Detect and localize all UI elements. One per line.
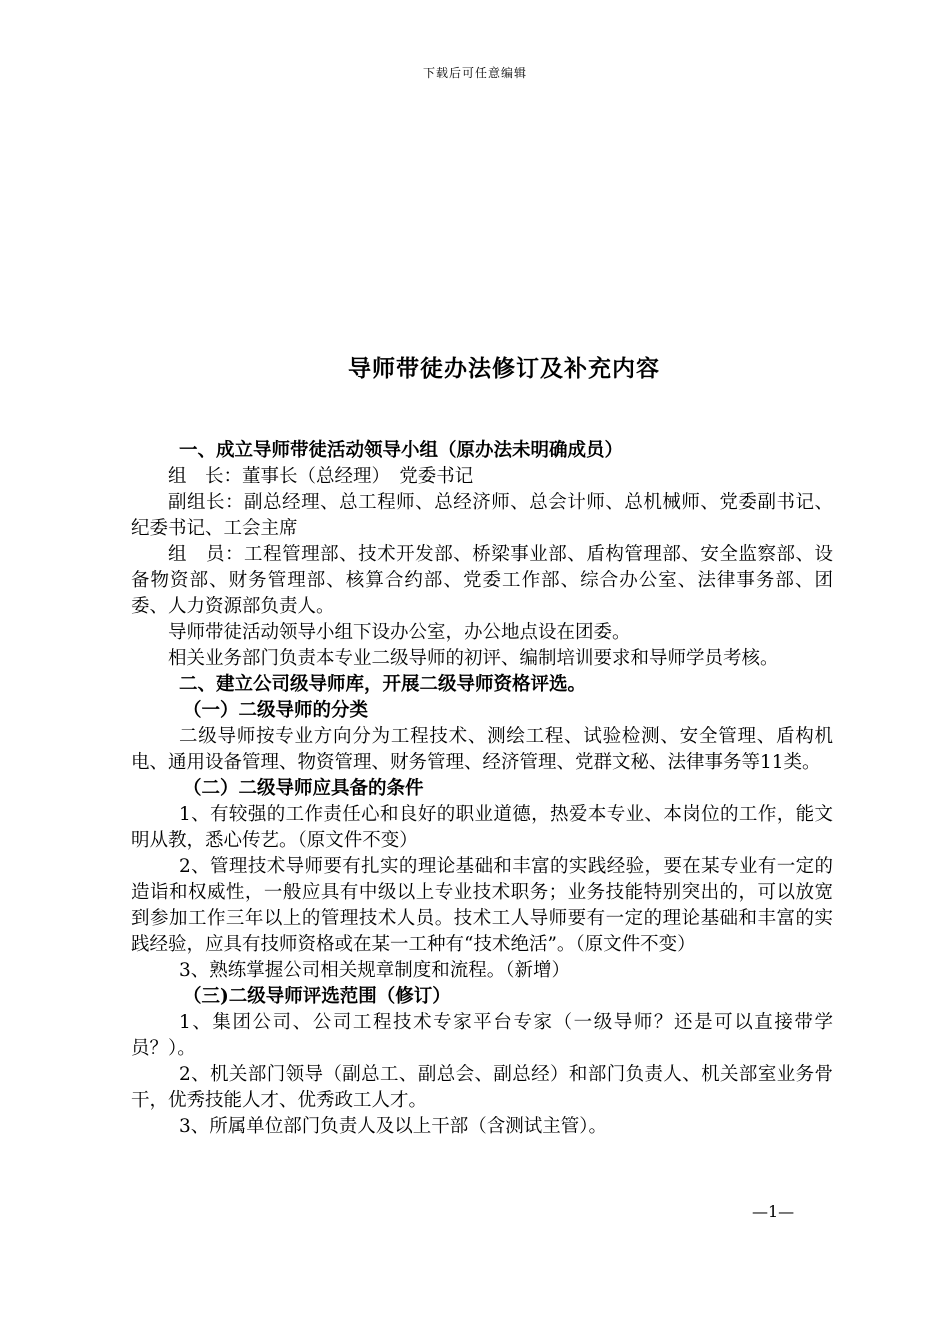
deputy-leader-paragraph: 副组长：副总经理、总工程师、总经济师、总会计师、总机械师、党委副书记、纪委书记、工会主席 bbox=[131, 492, 833, 539]
condition-item-3: 3、熟练掌握公司相关规章制度和流程。（新增） bbox=[179, 960, 571, 981]
classification-paragraph: 二级导师按专业方向分为工程技术、测绘工程、试验检测、安全管理、盾构机电、通用设备管理、物资管理、财务管理、经济管理、党群文秘、法律事务等11类。 bbox=[131, 726, 833, 773]
page-header: 下载后可任意编辑 bbox=[422, 66, 527, 80]
subheading-1: （一）二级导师的分类 bbox=[183, 700, 369, 721]
scope-item-2: 2、机关部门领导（副总工、副总会、副总经）和部门负责人、机关部室业务骨干，优秀技能人才、优秀政工人才。 bbox=[131, 1064, 833, 1111]
page-number: —1— bbox=[752, 1202, 795, 1221]
section-heading-2: 二、建立公司级导师库，开展二级导师资格评选。 bbox=[179, 674, 587, 695]
subheading-3: （三)二级导师评选范围（修订） bbox=[183, 986, 451, 1007]
document-body bbox=[131, 438, 833, 1140]
section-heading-1: 一、成立导师带徒活动领导小组（原办法未明确成员） bbox=[179, 440, 624, 461]
scope-item-3: 3、所属单位部门负责人及以上干部（含测试主管）。 bbox=[179, 1116, 608, 1137]
members-paragraph: 组 员：工程管理部、技术开发部、桥梁事业部、盾构管理部、安全监察部、设备物资部、财务管理部、核算合约部、党委工作部、综合办公室、法律事务部、团委、人力资源部负责人。 bbox=[131, 544, 833, 617]
department-duty-paragraph: 相关业务部门负责本专业二级导师的初评、编制培训要求和导师学员考核。 bbox=[168, 648, 779, 669]
document-title: 导师带徒办法修订及补充内容 bbox=[348, 355, 660, 382]
condition-item-1: 1、有较强的工作责任心和良好的职业道德，热爱本专业、本岗位的工作，能文明从教，悉心传艺。（原文件不变） bbox=[131, 804, 833, 851]
leader-line: 组 长：董事长（总经理） 党委书记 bbox=[168, 466, 474, 487]
subheading-2: （二）二级导师应具备的条件 bbox=[183, 778, 424, 799]
office-paragraph: 导师带徒活动领导小组下设办公室，办公地点设在团委。 bbox=[168, 622, 631, 643]
condition-item-2: 2、管理技术导师要有扎实的理论基础和丰富的实践经验，要在某专业有一定的造诣和权威性，一般应具有中级以上专业技术职务；业务技能特别突出的，可以放宽到参加工作三年以上的管理技术人员。技术工人导师要有一定的理论基础和丰富的实践经验，应具有技师资格或在某一工种有“技术绝活”。（原文件不变） bbox=[131, 856, 833, 955]
scope-item-1: 1、集团公司、公司工程技术专家平台专家（一级导师？还是可以直接带学员？）。 bbox=[131, 1012, 833, 1059]
